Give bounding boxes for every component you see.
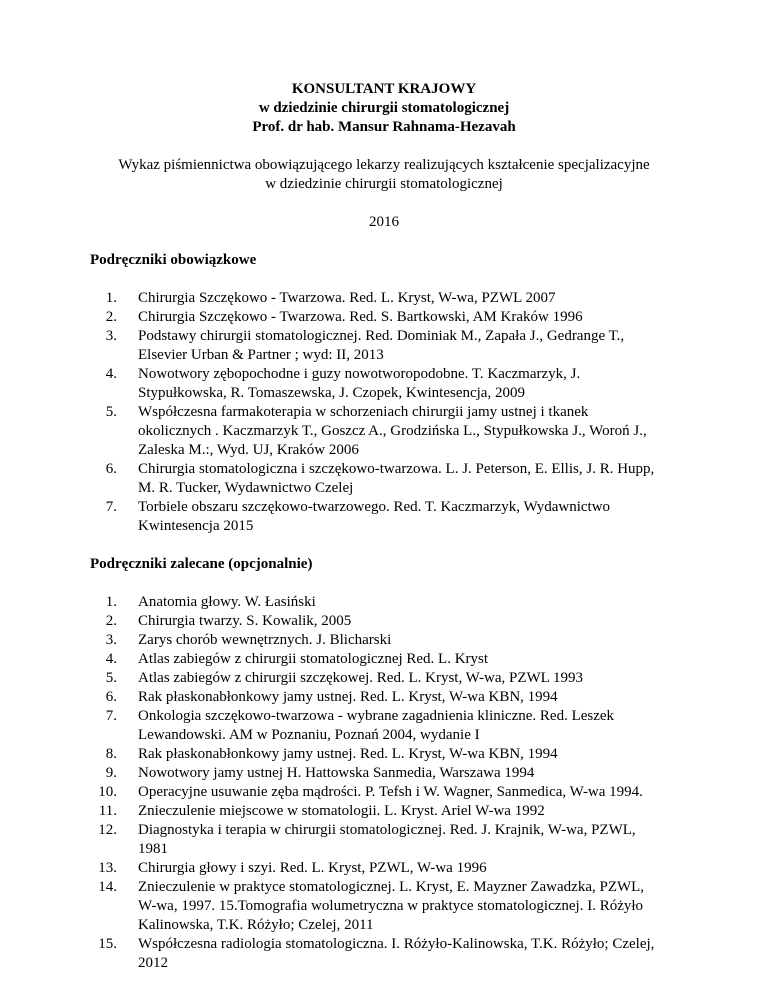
list-item-text-line: Atlas zabiegów z chirurgii stomatologicznej Red. L. Kryst xyxy=(138,651,489,667)
list-item xyxy=(90,631,678,650)
list-item-text-line: okolicznych . Kaczmarzyk T., Goszcz A., Grodzińska L., Stypułkowska J., Woroń J., xyxy=(138,423,647,439)
list-item-number: 2. xyxy=(105,613,117,629)
list-item-number: 7. xyxy=(105,499,117,515)
list-item xyxy=(90,764,678,783)
list-item-number: 4. xyxy=(105,366,117,382)
list-item-text-line: Chirurgia głowy i szyi. Red. L. Kryst, PZWL, W-wa 1996 xyxy=(138,860,487,876)
list-item xyxy=(90,745,678,764)
recommended-reference-list xyxy=(90,593,678,973)
list-item-number: 6. xyxy=(105,461,117,477)
document-subtitle xyxy=(90,156,678,194)
list-item xyxy=(90,403,678,460)
list-item-text-line: Chirurgia Szczękowo - Twarzowa. Red. S. Bartkowski, AM Kraków 1996 xyxy=(138,309,583,325)
list-item-number: 3. xyxy=(105,632,117,648)
list-item-number: 11. xyxy=(98,803,117,819)
list-item xyxy=(90,650,678,669)
list-item-number: 10. xyxy=(98,784,117,800)
list-item-text-line: Lewandowski. AM w Poznaniu, Poznań 2004, wydanie I xyxy=(138,727,480,743)
list-item-text-line: Anatomia głowy. W. Łasiński xyxy=(138,594,316,610)
list-item-text-line: W-wa, 1997. 15.Tomografia wolumetryczna w praktyce stomatologicznej. I. Różyło xyxy=(138,898,644,914)
list-item xyxy=(90,821,678,859)
list-item-text-line: Znieczulenie miejscowe w stomatologii. L. Kryst. Ariel W-wa 1992 xyxy=(138,803,545,819)
list-item-text-line: Atlas zabiegów z chirurgii szczękowej. Red. L. Kryst, W-wa, PZWL 1993 xyxy=(138,670,584,686)
list-item-text-line: Torbiele obszaru szczękowo-twarzowego. Red. T. Kaczmarzyk, Wydawnictwo xyxy=(138,499,611,515)
list-item-text-line: Nowotwory jamy ustnej H. Hattowska Sanmedia, Warszawa 1994 xyxy=(138,765,535,781)
list-item xyxy=(90,308,678,327)
subtitle-line-1: Wykaz piśmiennictwa obowiązującego lekarzy realizujących kształcenie specjalizacyjne xyxy=(118,157,650,173)
list-item xyxy=(90,707,678,745)
list-item-text-line: M. R. Tucker, Wydawnictwo Czelej xyxy=(138,480,354,496)
list-item-text-line: Operacyjne usuwanie zęba mądrości. P. Tefsh i W. Wagner, Sanmedica, W-wa 1994. xyxy=(138,784,643,800)
list-item-text-line: Znieczulenie w praktyce stomatologicznej. L. Kryst, E. Mayzner Zawadzka, PZWL, xyxy=(138,879,645,895)
list-item-text-line: 2012 xyxy=(138,955,168,971)
list-item xyxy=(90,593,678,612)
list-item-text-line: Diagnostyka i terapia w chirurgii stomatologicznej. Red. J. Krajnik, W-wa, PZWL, xyxy=(138,822,636,838)
section-title-recommended: Podręczniki zalecane (opcjonalnie) xyxy=(90,556,313,572)
list-item-text-line: Onkologia szczękowo-twarzowa - wybrane zagadnienia kliniczne. Red. Leszek xyxy=(138,708,615,724)
list-item xyxy=(90,669,678,688)
list-item-number: 15. xyxy=(98,936,117,952)
document-year: 2016 xyxy=(369,214,399,230)
list-item-number: 8. xyxy=(105,746,117,762)
list-item xyxy=(90,365,678,403)
section-title-mandatory: Podręczniki obowiązkowe xyxy=(90,252,257,268)
list-item-text-line: Zaleska M.:, Wyd. UJ, Kraków 2006 xyxy=(138,442,359,458)
list-item-number: 4. xyxy=(105,651,117,667)
list-item-number: 7. xyxy=(105,708,117,724)
list-item xyxy=(90,327,678,365)
list-item-number: 12. xyxy=(98,822,117,838)
list-item-text-line: Chirurgia Szczękowo - Twarzowa. Red. L. Kryst, W-wa, PZWL 2007 xyxy=(138,290,556,306)
list-item-text-line: Elsevier Urban & Partner ; wyd: II, 2013 xyxy=(138,347,384,363)
list-item xyxy=(90,612,678,631)
list-item-number: 3. xyxy=(105,328,117,344)
list-item-text-line: Kalinowska, T.K. Różyło; Czelej, 2011 xyxy=(138,917,374,933)
header-author: Prof. dr hab. Mansur Rahnama-Hezavah xyxy=(252,119,516,135)
list-item-number: 2. xyxy=(105,309,117,325)
list-item-text-line: Chirurgia twarzy. S. Kowalik, 2005 xyxy=(138,613,352,629)
list-item-number: 14. xyxy=(98,879,117,895)
list-item xyxy=(90,460,678,498)
list-item-number: 5. xyxy=(105,670,117,686)
list-item-text-line: 1981 xyxy=(138,841,168,857)
list-item-text-line: Kwintesencja 2015 xyxy=(138,518,254,534)
list-item xyxy=(90,935,678,973)
header-field: w dziedzinie chirurgii stomatologicznej xyxy=(258,100,510,116)
subtitle-line-2: w dziedzinie chirurgii stomatologicznej xyxy=(265,176,503,192)
list-item xyxy=(90,498,678,536)
list-item-number: 5. xyxy=(105,404,117,420)
list-item-text-line: Rak płaskonabłonkowy jamy ustnej. Red. L. Kryst, W-wa KBN, 1994 xyxy=(138,689,558,705)
list-item xyxy=(90,878,678,935)
list-item-number: 6. xyxy=(105,689,117,705)
list-item-number: 1. xyxy=(105,594,117,610)
list-item xyxy=(90,802,678,821)
list-item-number: 1. xyxy=(105,290,117,306)
document-header xyxy=(90,80,678,137)
list-item-text-line: Chirurgia stomatologiczna i szczękowo-twarzowa. L. J. Peterson, E. Ellis, J. R. Hupp, xyxy=(138,461,655,477)
list-item-number: 9. xyxy=(105,765,117,781)
list-item-text-line: Rak płaskonabłonkowy jamy ustnej. Red. L. Kryst, W-wa KBN, 1994 xyxy=(138,746,558,762)
mandatory-reference-list xyxy=(90,289,678,536)
list-item xyxy=(90,859,678,878)
list-item-text-line: Stypułkowska, R. Tomaszewska, J. Czopek, Kwintesencja, 2009 xyxy=(138,385,525,401)
list-item-text-line: Zarys chorób wewnętrznych. J. Blicharski xyxy=(138,632,392,648)
list-item-text-line: Współczesna farmakoterapia w schorzeniach chirurgii jamy ustnej i tkanek xyxy=(138,404,589,420)
header-title: KONSULTANT KRAJOWY xyxy=(291,81,477,97)
list-item xyxy=(90,688,678,707)
list-item xyxy=(90,783,678,802)
list-item xyxy=(90,289,678,308)
list-item-number: 13. xyxy=(98,860,117,876)
list-item-text-line: Nowotwory zębopochodne i guzy nowotworopodobne. T. Kaczmarzyk, J. xyxy=(138,366,581,382)
list-item-text-line: Podstawy chirurgii stomatologicznej. Red. Dominiak M., Zapała J., Gedrange T., xyxy=(138,328,625,344)
list-item-text-line: Współczesna radiologia stomatologiczna. I. Różyło-Kalinowska, T.K. Różyło; Czelej, xyxy=(138,936,655,952)
